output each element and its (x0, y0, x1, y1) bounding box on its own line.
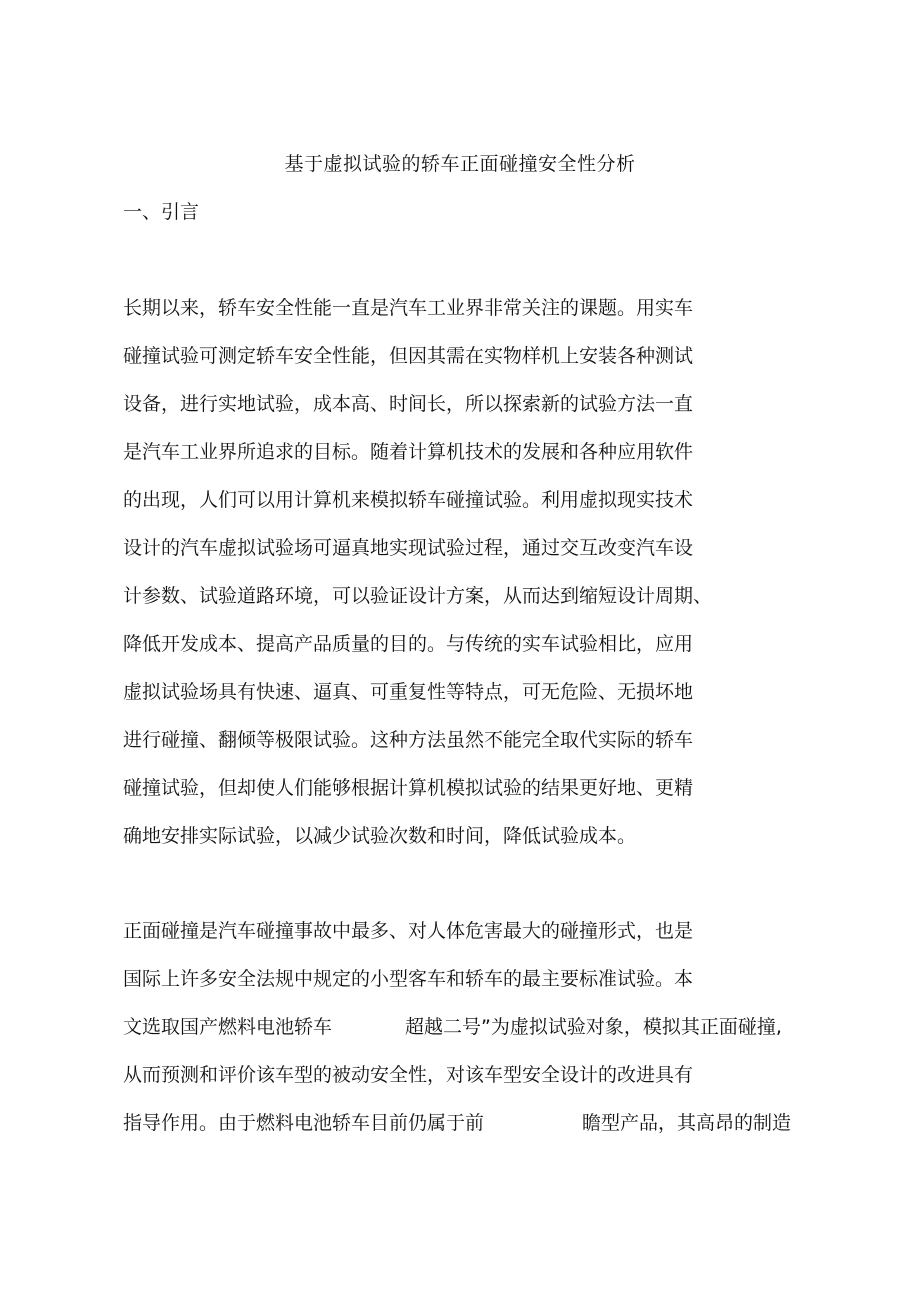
paragraph-1-line: 碰撞试验可测定轿车安全性能，但因其需在实物样机上安装各种测试 (123, 345, 694, 367)
paragraph-1-line: 进行碰撞、翻倾等极限试验。这种方法虽然不能完全取代实际的轿车 (123, 729, 694, 751)
paragraph-1-line: 是汽车工业界所追求的目标。随着计算机技术的发展和各种应用软件 (123, 441, 694, 463)
paragraph-1-line: 长期以来，轿车安全性能一直是汽车工业界非常关注的课题。用实车 (123, 297, 694, 319)
section-heading: 一、引言 (123, 201, 200, 223)
paragraph-1-line: 设备，进行实地试验，成本高、时间长，所以探索新的试验方法一直 (123, 393, 694, 415)
paragraph-2-line: 从而预测和评价该车型的被动安全性，对该车型安全设计的改进具有 (123, 1064, 694, 1086)
paragraph-2-segment: 指导作用。由于燃料电池轿车目前仍属于前 (123, 1112, 485, 1134)
paragraph-1-line: 确地安排实际试验，以减少试验次数和时间，降低试验成本。 (123, 825, 637, 847)
paragraph-1-line: 设计的汽车虚拟试验场可逼真地实现试验过程，通过交互改变汽车设 (123, 537, 694, 559)
paragraph-2-segment: 文选取国产燃料电池轿车 (123, 1016, 333, 1038)
paragraph-2-segment: 瞻型产品，其高昂的制造 (582, 1112, 792, 1134)
paragraph-1-line: 的出现，人们可以用计算机来模拟轿车碰撞试验。利用虚拟现实技术 (123, 489, 694, 511)
paragraph-2-segment: 超越二号”为虚拟试验对象，模拟其正面碰撞, (405, 1016, 782, 1038)
document-title: 基于虚拟试验的轿车正面碰撞安全性分析 (284, 153, 636, 175)
paragraph-1-line: 虚拟试验场具有快速、逼真、可重复性等特点，可无危险、无损坏地 (123, 681, 694, 703)
paragraph-2-line (123, 1109, 803, 1137)
paragraph-2-line: 国际上许多安全法规中规定的小型客车和轿车的最主要标准试验。本 (123, 968, 694, 990)
paragraph-1-line: 计参数、试验道路环境，可以验证设计方案，从而达到缩短设计周期、 (123, 585, 713, 607)
paragraph-2-line (123, 1013, 803, 1041)
paragraph-1-line: 碰撞试验，但却使人们能够根据计算机模拟试验的结果更好地、更精 (123, 777, 694, 799)
paragraph-1-line: 降低开发成本、提高产品质量的目的。与传统的实车试验相比，应用 (123, 633, 694, 655)
paragraph-2-line: 正面碰撞是汽车碰撞事故中最多、对人体危害最大的碰撞形式，也是 (123, 920, 694, 942)
